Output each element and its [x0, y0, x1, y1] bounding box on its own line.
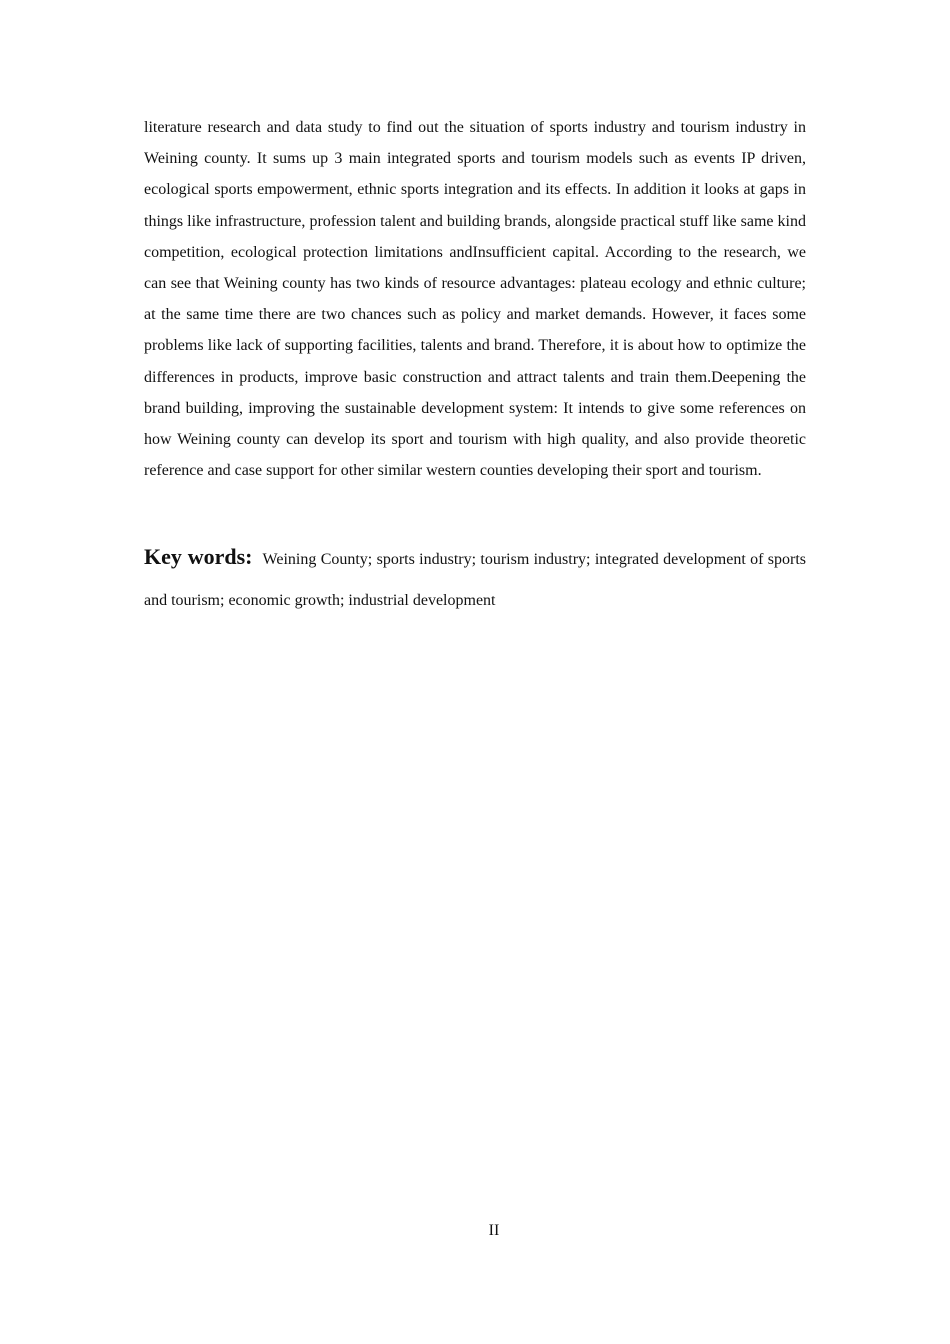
page-number: II [488, 1222, 500, 1239]
abstract-paragraph: literature research and data study to find out the situation of sports industry and tourism industry in Weining county. It sums up 3 main integrated sports and tourism models such as events IP driven, ecological sports empowerment, ethnic sports integration and its effects. In addition it looks at gaps in things like infrastructure, profession talent and building brands, alongside practical stuff like same kind competition, ecological protection limitations andInsufficient capital. According to the research, we can see that Weining county has two kinds of resource advantages: plateau ecology and ethnic culture; at the same time there are two chances such as policy and market demands. However, it faces some problems like lack of supporting facilities, talents and brand. Therefore, it is about how to optimize the differences in products, improve basic construction and attract talents and train them.Deepening the brand building, improving the sustainable development system: It intends to give some references on how Weining county can develop its sport and tourism with high quality, and also provide theoretic reference and case support for other similar western counties developing their sport and tourism. [144, 119, 806, 480]
keywords-label: Key words: [144, 544, 253, 569]
keywords-section [144, 536, 806, 621]
keywords-text: Weining County; sports industry; tourism industry; integrated development of sports and tourism; economic growth; industrial development [144, 551, 807, 609]
